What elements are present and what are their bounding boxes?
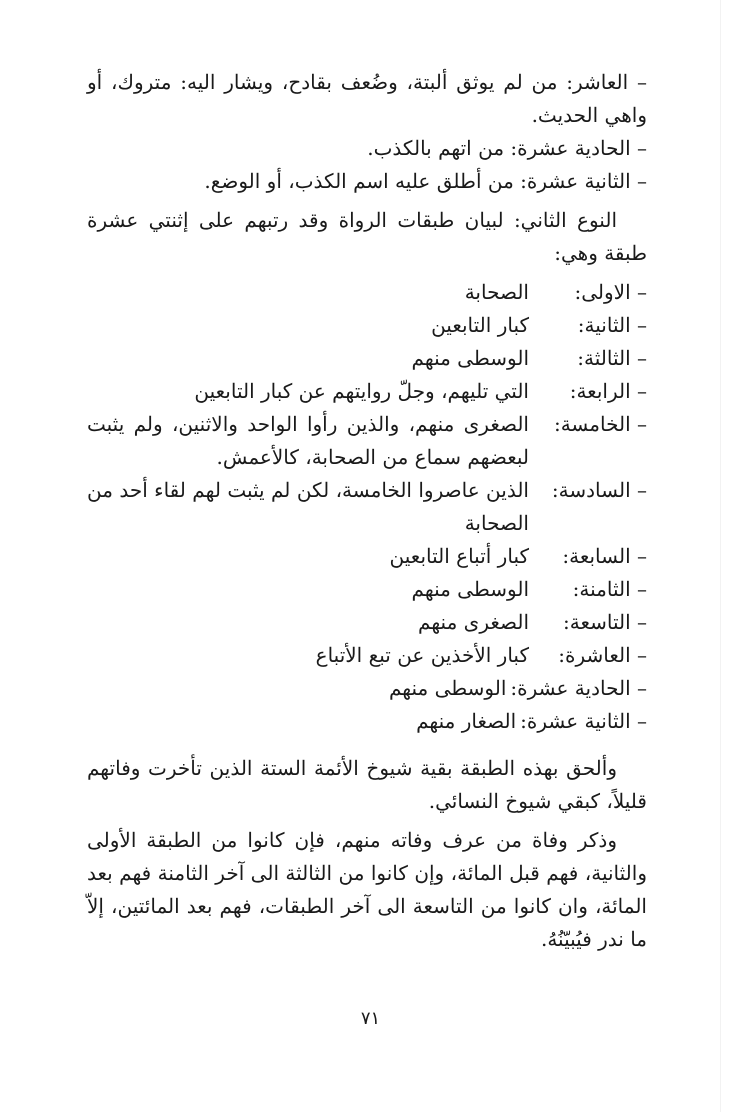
tabaqa-entry-4 [87,375,647,408]
tabaqa-text: الوسطى منهم [411,346,529,370]
tabaqa-text: الصغرى منهم، والذين رأوا الواحد والاثنين، ولم يثبت لبعضهم سماع من الصحابة، كالأعمش. [87,412,529,469]
tabaqa-label: – الثالثة: [577,346,647,370]
tabaqa-text: التي تليهم، وجلّ روايتهم عن كبار التابعين [194,379,529,403]
tabaqa-text: الصحابة [464,280,529,304]
tabaqa-label: – السابعة: [562,544,647,568]
tabaqa-text: الصغرى منهم [418,610,529,634]
page-edge-shadow [720,0,721,1112]
tabaqa-entry-5 [87,408,647,474]
tabaqa-entry-1 [87,276,647,309]
tabaqa-text: كبار التابعين [431,313,529,337]
page-number: ٧١ [360,1008,381,1029]
closing-paragraph-1: وألحق بهذه الطبقة بقية شيوخ الأئمة الستة الذين تأخرت وفاتهم قليلاً، كبقي شيوخ النسائي. [87,756,647,813]
tabaqa-label: – الثانية عشرة: [520,709,647,733]
tabaqa-entry-10 [87,639,647,672]
tabaqa-text: كبار الأخذين عن تبع الأتباع [315,643,529,667]
tabaqa-label: – التاسعة: [562,610,647,634]
tabaqa-label: – الخامسة: [553,412,647,436]
tabaqa-label: – الاولى: [574,280,647,304]
tabaqa-entry-12 [87,705,647,738]
tabaqa-entry-8 [87,573,647,606]
tabaqa-label: – الثانية: [577,313,647,337]
grade-twelfth: – الثانية عشرة: من أطلق عليه اسم الكذب، أو الوضع. [204,169,647,193]
second-type-intro: النوع الثاني: لبيان طبقات الرواة وقد رتبهم على إثنتي عشرة طبقة وهي: [87,208,647,265]
tabaqa-entry-11 [87,672,647,705]
tabaqa-label: – الثامنة: [572,577,647,601]
tabaqa-label: – العاشرة: [558,643,647,667]
tabaqa-label: – الحادية عشرة: [510,676,647,700]
closing-paragraph-2: وذكر وفاة من عرف وفاته منهم، فإن كانوا من الطبقة الأولى والثانية، فهم قبل المائة، وإن كانوا من الثالثة الى آخر الثامنة فهم بعد المائة، وان كانوا من التاسعة الى آخر الطبقات، فهم بعد المائتين، إلاّ ما ندر فيُبيّنُهُ. [87,828,647,951]
tabaqa-text: الذين عاصروا الخامسة، لكن لم يثبت لهم لقاء أحد من الصحابة [87,478,529,535]
tabaqat-list [87,276,647,738]
tabaqa-entry-3 [87,342,647,375]
tabaqa-entry-2 [87,309,647,342]
tabaqa-entry-6 [87,474,647,540]
tabaqa-text: كبار أتباع التابعين [389,544,529,568]
tabaqa-entry-7 [87,540,647,573]
tabaqa-label: – الرابعة: [569,379,647,403]
tabaqa-label: – السادسة: [551,478,647,502]
tabaqa-text: الوسطى منهم [388,676,507,700]
tabaqa-text: الوسطى منهم [411,577,529,601]
page-body [87,66,647,956]
grade-tenth: – العاشر: من لم يوثق ألبتة، وضُعف بقادح، ويشار اليه: متروك، أو واهي الحديث. [87,70,647,127]
tabaqa-entry-9 [87,606,647,639]
grade-eleventh: – الحادية عشرة: من اتهم بالكذب. [367,136,647,160]
tabaqa-text: الصغار منهم [416,709,517,733]
